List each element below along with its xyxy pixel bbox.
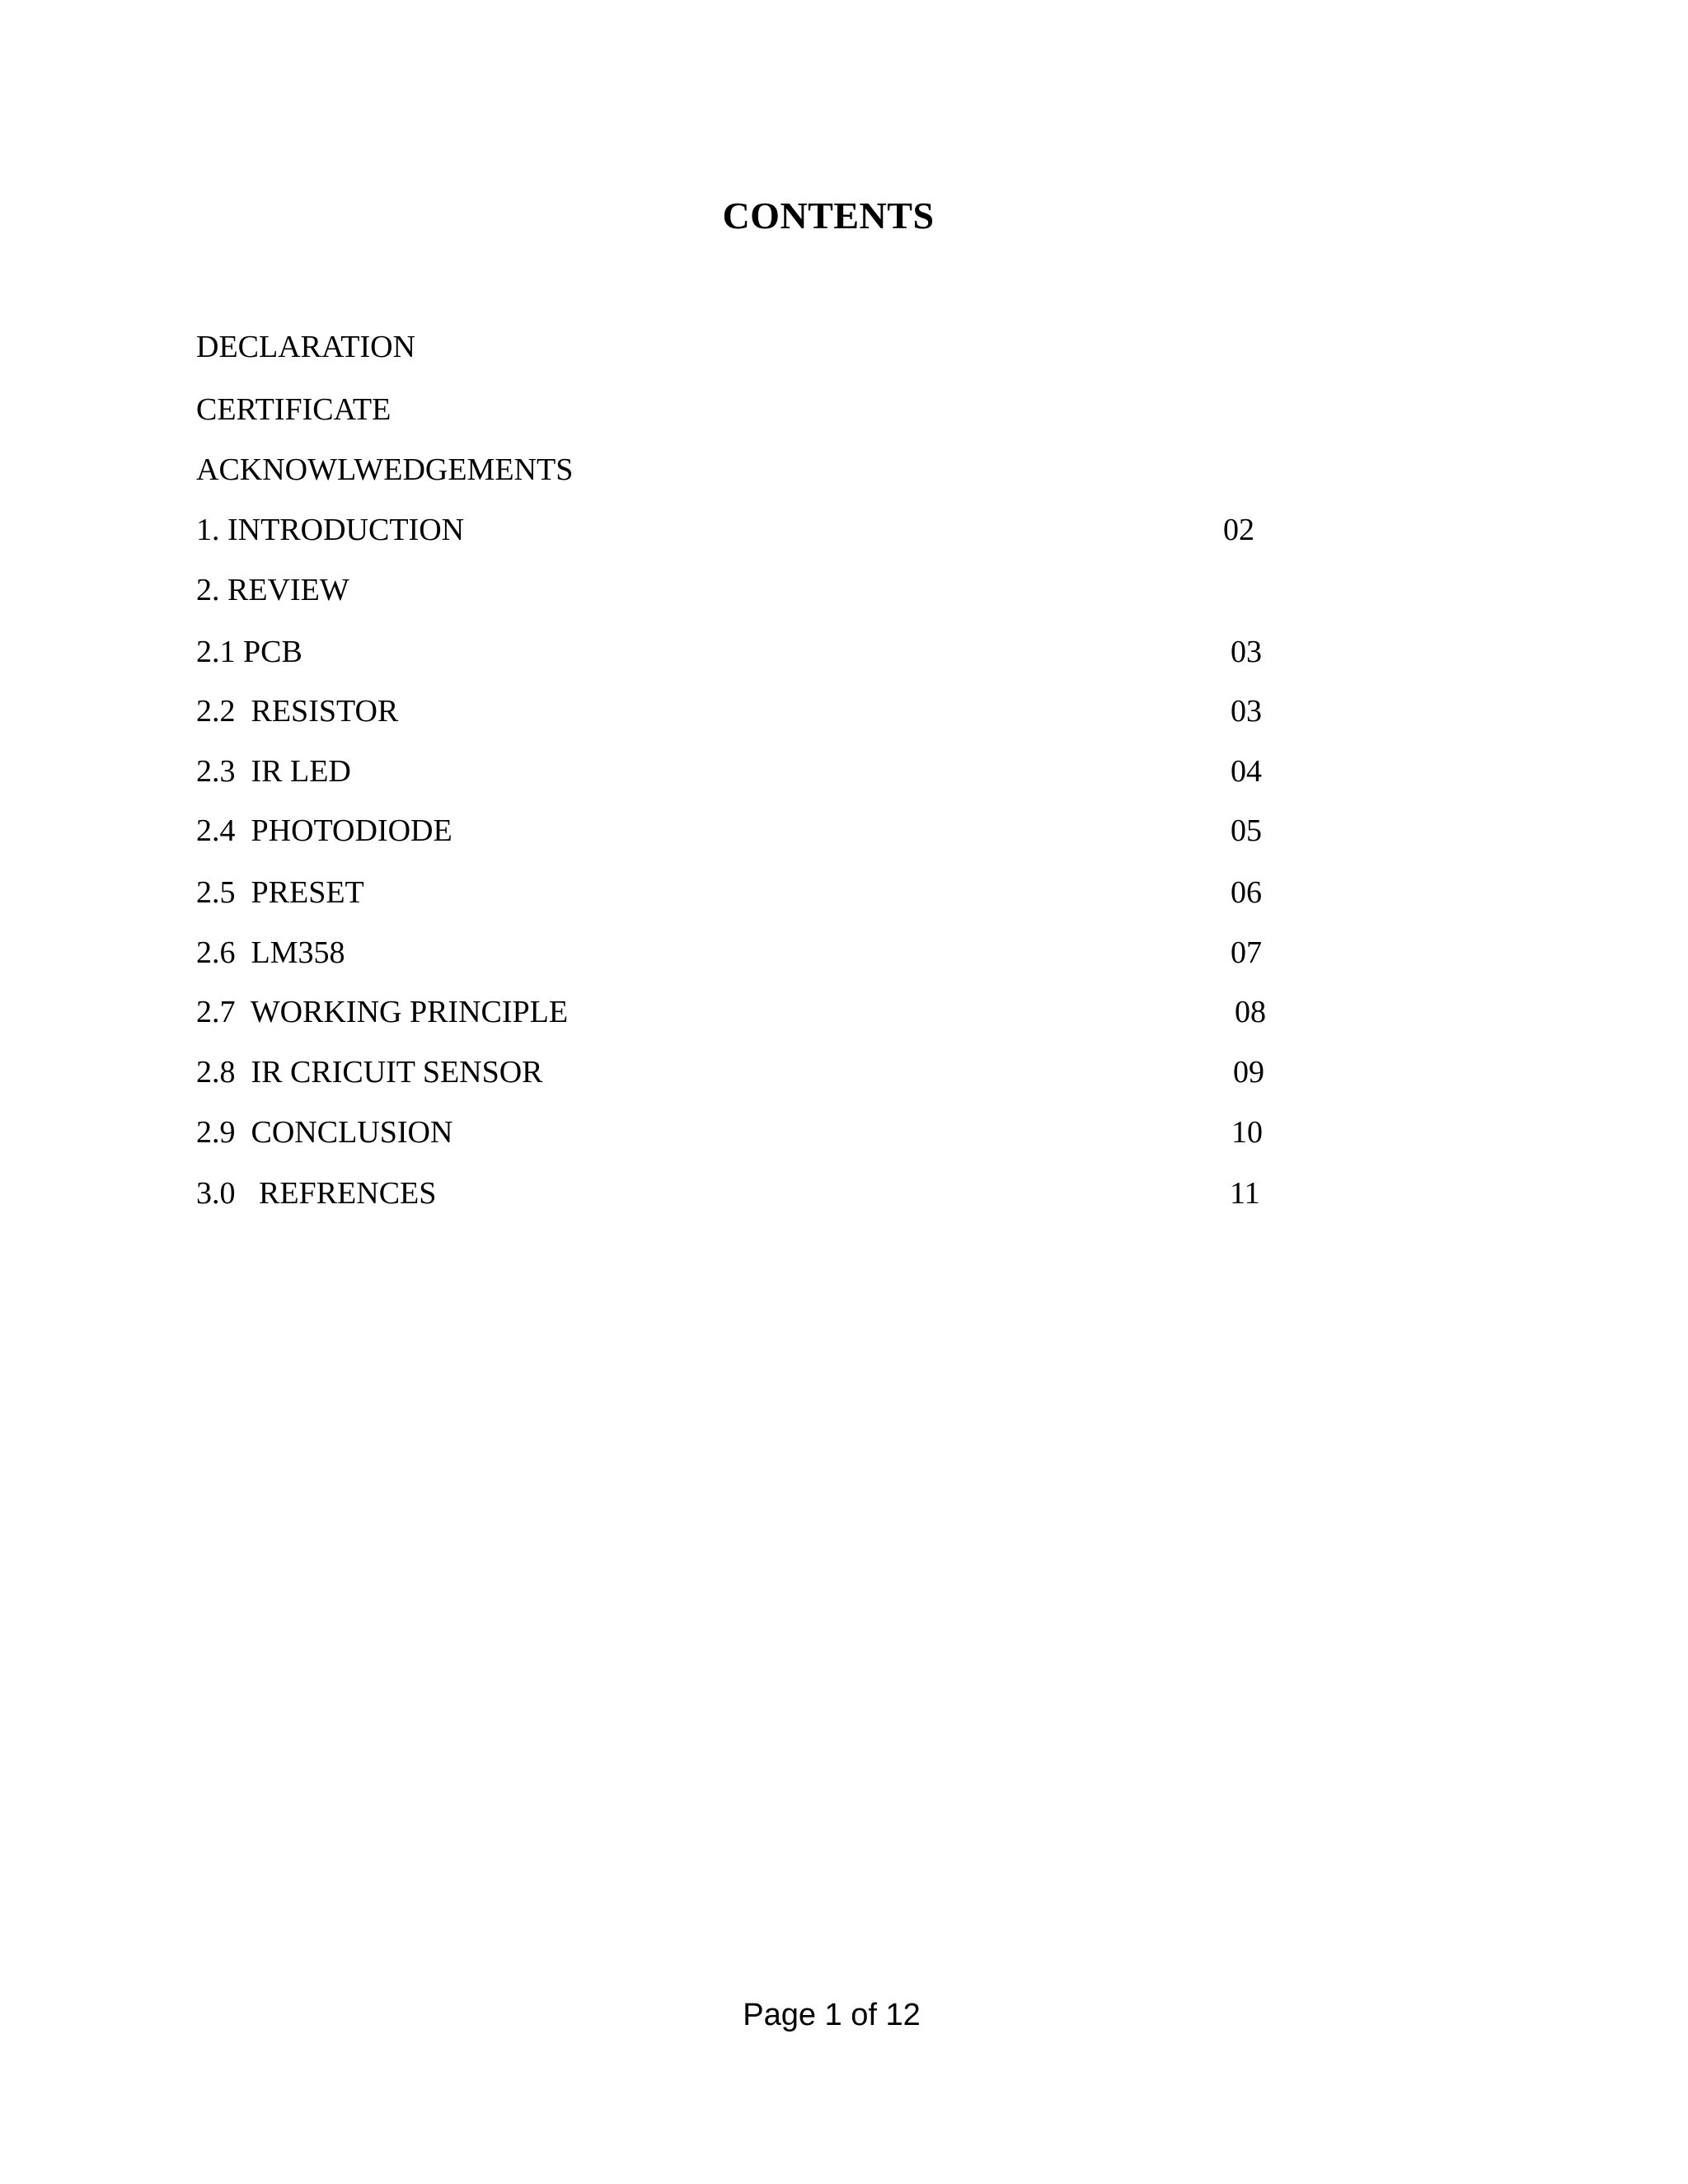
toc-entry-label: 2.8 IR CRICUIT SENSOR <box>196 1055 543 1090</box>
toc-entry-resistor <box>196 691 1350 732</box>
toc-entry-label: 1. INTRODUCTION <box>196 513 465 547</box>
toc-entry-ir-circuit-sensor <box>196 1052 1350 1093</box>
toc-entry-photodiode <box>196 810 1350 851</box>
toc-entry-introduction <box>196 509 1350 551</box>
toc-entry-label: 2.9 CONCLUSION <box>196 1115 453 1150</box>
toc-entry-label: CERTIFICATE <box>196 392 392 427</box>
toc-entry-page: 05 <box>1231 813 1262 848</box>
toc-entry-conclusion <box>196 1112 1350 1153</box>
toc-entry-preset <box>196 872 1350 913</box>
toc-entry-ir-led <box>196 751 1350 792</box>
page-title: CONTENTS <box>722 194 935 237</box>
toc-entry-references <box>196 1173 1350 1214</box>
toc-entry-page: 07 <box>1231 935 1262 970</box>
toc-entry-page: 06 <box>1231 875 1262 910</box>
toc-entry-declaration <box>196 326 1350 368</box>
toc-entry-lm358 <box>196 932 1350 973</box>
toc-entry-page: 04 <box>1231 754 1262 789</box>
toc-entry-label: 2.7 WORKING PRINCIPLE <box>196 995 569 1029</box>
toc-entry-label: 2.3 IR LED <box>196 754 351 789</box>
toc-entry-label: 2.2 RESISTOR <box>196 694 399 729</box>
toc-entry-label: 2.1 PCB <box>196 635 302 669</box>
toc-entry-pcb <box>196 631 1350 673</box>
toc-entry-label: 2.4 PHOTODIODE <box>196 813 452 848</box>
toc-entry-label: DECLARATION <box>196 330 415 364</box>
toc-entry-label: ACKNOWLWEDGEMENTS <box>196 452 574 487</box>
toc-entry-working-principle <box>196 991 1350 1033</box>
toc-entry-label: 2. REVIEW <box>196 573 349 607</box>
toc-entry-certificate <box>196 389 1350 430</box>
toc-entry-label: 3.0 REFRENCES <box>196 1176 437 1211</box>
toc-entry-label: 2.6 LM358 <box>196 935 345 970</box>
page-number-footer: Page 1 of 12 <box>743 1998 921 2032</box>
toc-entry-review <box>196 569 1350 611</box>
toc-entry-label: 2.5 PRESET <box>196 875 364 910</box>
toc-entry-page: 08 <box>1235 995 1266 1029</box>
toc-entry-page: 02 <box>1223 513 1254 547</box>
toc-entry-page: 03 <box>1231 635 1262 669</box>
toc-entry-page: 09 <box>1233 1055 1264 1090</box>
toc-entry-page: 11 <box>1230 1176 1260 1211</box>
toc-entry-acknowledgements <box>196 449 1350 490</box>
toc-entry-page: 03 <box>1231 694 1262 729</box>
toc-entry-page: 10 <box>1231 1115 1263 1150</box>
